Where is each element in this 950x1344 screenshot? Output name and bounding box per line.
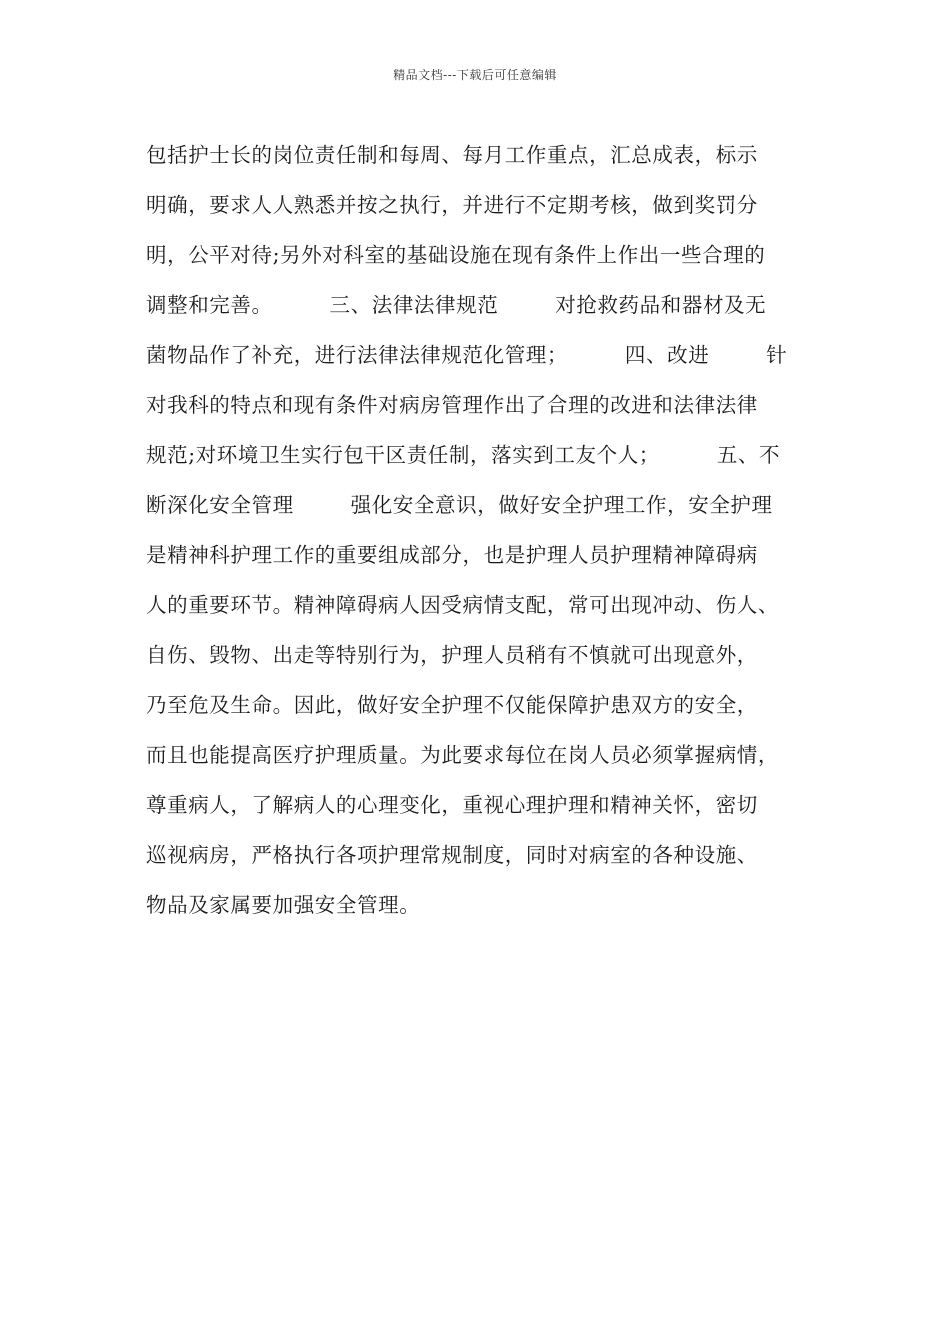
body-line: 人的重要环节。精神障碍病人因受病情支配，常可出现冲动、伤人、 <box>146 593 779 617</box>
body-line: 规范;对环境卫生实行包干区责任制，落实到工友个人； 五、不 <box>146 443 781 467</box>
body-line: 巡视病房，严格执行各项护理常规制度，同时对病室的各种设施、 <box>146 843 758 867</box>
page-header: 精品文档---下载后可任意编辑 <box>393 68 557 82</box>
body-line: 对我科的特点和现有条件对病房管理作出了合理的改进和法律法律 <box>146 393 758 417</box>
body-line: 乃至危及生命。因此，做好安全护理不仅能保障护患双方的安全， <box>146 693 758 717</box>
body-line: 尊重病人，了解病人的心理变化，重视心理护理和精神关怀，密切 <box>146 793 758 817</box>
body-line: 而且也能提高医疗护理质量。为此要求每位在岗人员必须掌握病情， <box>146 743 779 767</box>
body-line: 断深化安全管理 强化安全意识，做好安全护理工作，安全护理 <box>146 493 773 517</box>
body-line: 明确，要求人人熟悉并按之执行，并进行不定期考核，做到奖罚分 <box>146 193 758 217</box>
body-line: 包括护士长的岗位责任制和每周、每月工作重点，汇总成表，标示 <box>146 143 758 167</box>
body-line: 菌物品作了补充，进行法律法律规范化管理； 四、改进 针 <box>146 343 788 367</box>
document-body <box>146 130 826 930</box>
body-line: 自伤、毁物、出走等特别行为，护理人员稍有不慎就可出现意外， <box>146 643 758 667</box>
body-line: 调整和完善。 三、法律法律规范 对抢救药品和器材及无 <box>146 293 767 317</box>
body-line: 明，公平对待;另外对科室的基础设施在现有条件上作出一些合理的 <box>146 243 766 267</box>
body-line: 是精神科护理工作的重要组成部分，也是护理人员护理精神障碍病 <box>146 543 758 567</box>
body-line: 物品及家属要加强安全管理。 <box>146 893 421 917</box>
